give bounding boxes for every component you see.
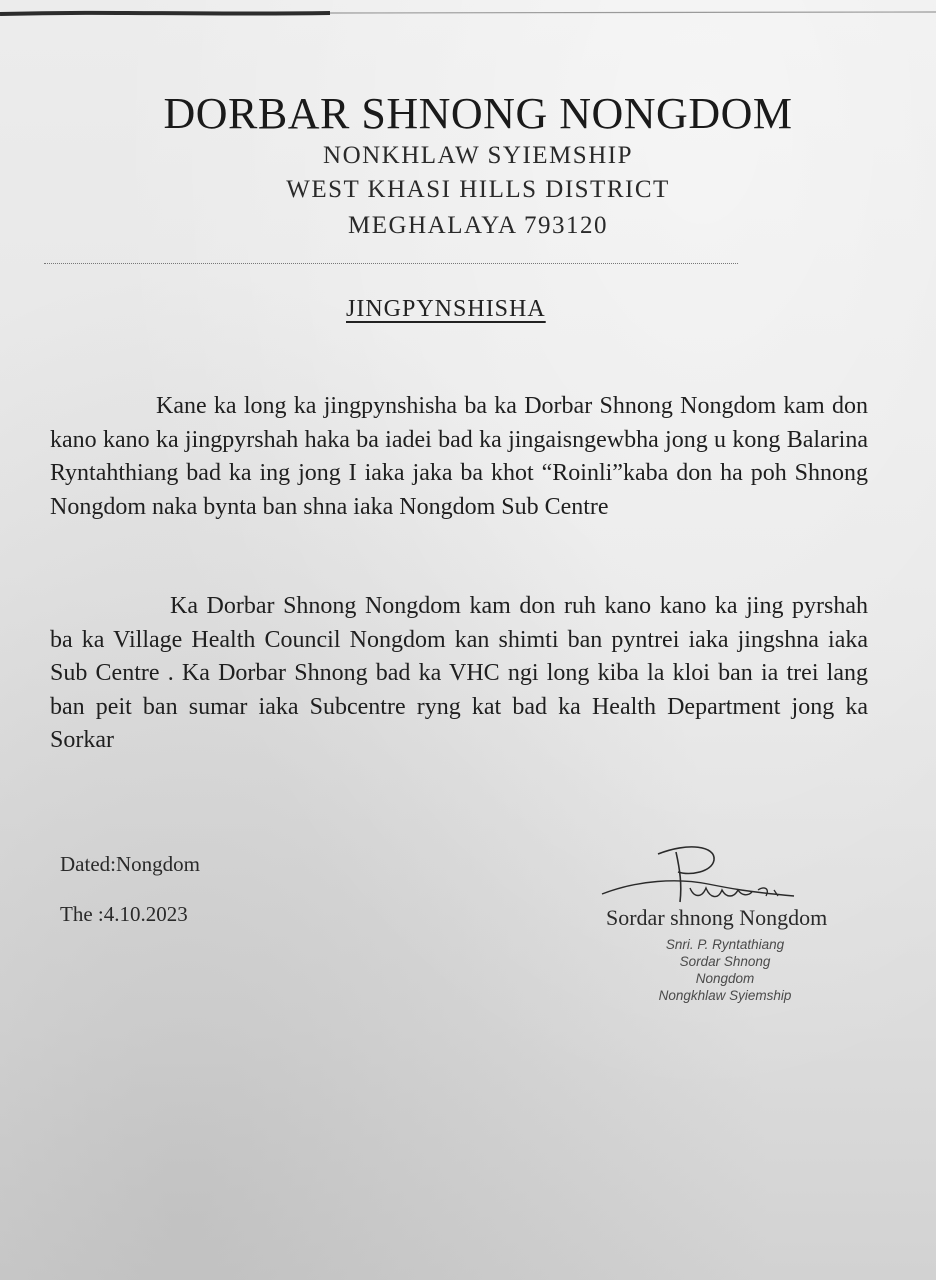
- body-paragraph-1: Kane ka long ka jingpynshisha ba ka Dorbar Shnong Nongdom kam don kano kano ka jingpyrshah haka ba iadei bad ka jingaisngewbha jong u kong Balarina Ryntahthiang bad ka ing jong I iaka jaka ba khot “Roinli”kaba don ha poh Shnong Nongdom naka bynta ban shna iaka Nongdom Sub Centre: [50, 393, 868, 520]
- dated-place: Dated:Nongdom: [60, 852, 200, 876]
- org-name: DORBAR SHNONG NONGDOM: [163, 89, 793, 138]
- address-line-3: MEGHALAYA 793120: [348, 212, 608, 239]
- address-line-2: WEST KHASI HILLS DISTRICT: [286, 176, 670, 203]
- stamp-line-3: Nongdom: [695, 971, 755, 986]
- body-paragraph-2: Ka Dorbar Shnong Nongdom kam don ruh kano kano ka jing pyrshah ba ka Village Health Council Nongdom kan shimti ban pyntrei iaka jingshna iaka Sub Centre . Ka Dorbar Shnong bad ka VHC ngi long kiba la kloi ban ia trei lang ban peit ban sumar iaka Subcentre ryng kat bad ka Health Department jong ka Sorkar: [50, 593, 868, 753]
- address-line-1: NONKHLAW SYIEMSHIP: [323, 142, 633, 169]
- stamp-line-4: Nongkhlaw Syiemship: [658, 988, 792, 1003]
- document-date: The :4.10.2023: [60, 902, 188, 926]
- paper-top-edge: [0, 8, 936, 18]
- stamp-line-1: Snri. P. Ryntathiang: [665, 937, 785, 952]
- document-title: JINGPYNSHISHA: [346, 296, 546, 322]
- handwritten-signature: [598, 840, 808, 910]
- official-stamp: [640, 936, 810, 1004]
- letterhead-divider: [44, 263, 738, 264]
- signatory-title: Sordar shnong Nongdom: [606, 905, 828, 930]
- stamp-line-2: Sordar Shnong: [679, 954, 771, 969]
